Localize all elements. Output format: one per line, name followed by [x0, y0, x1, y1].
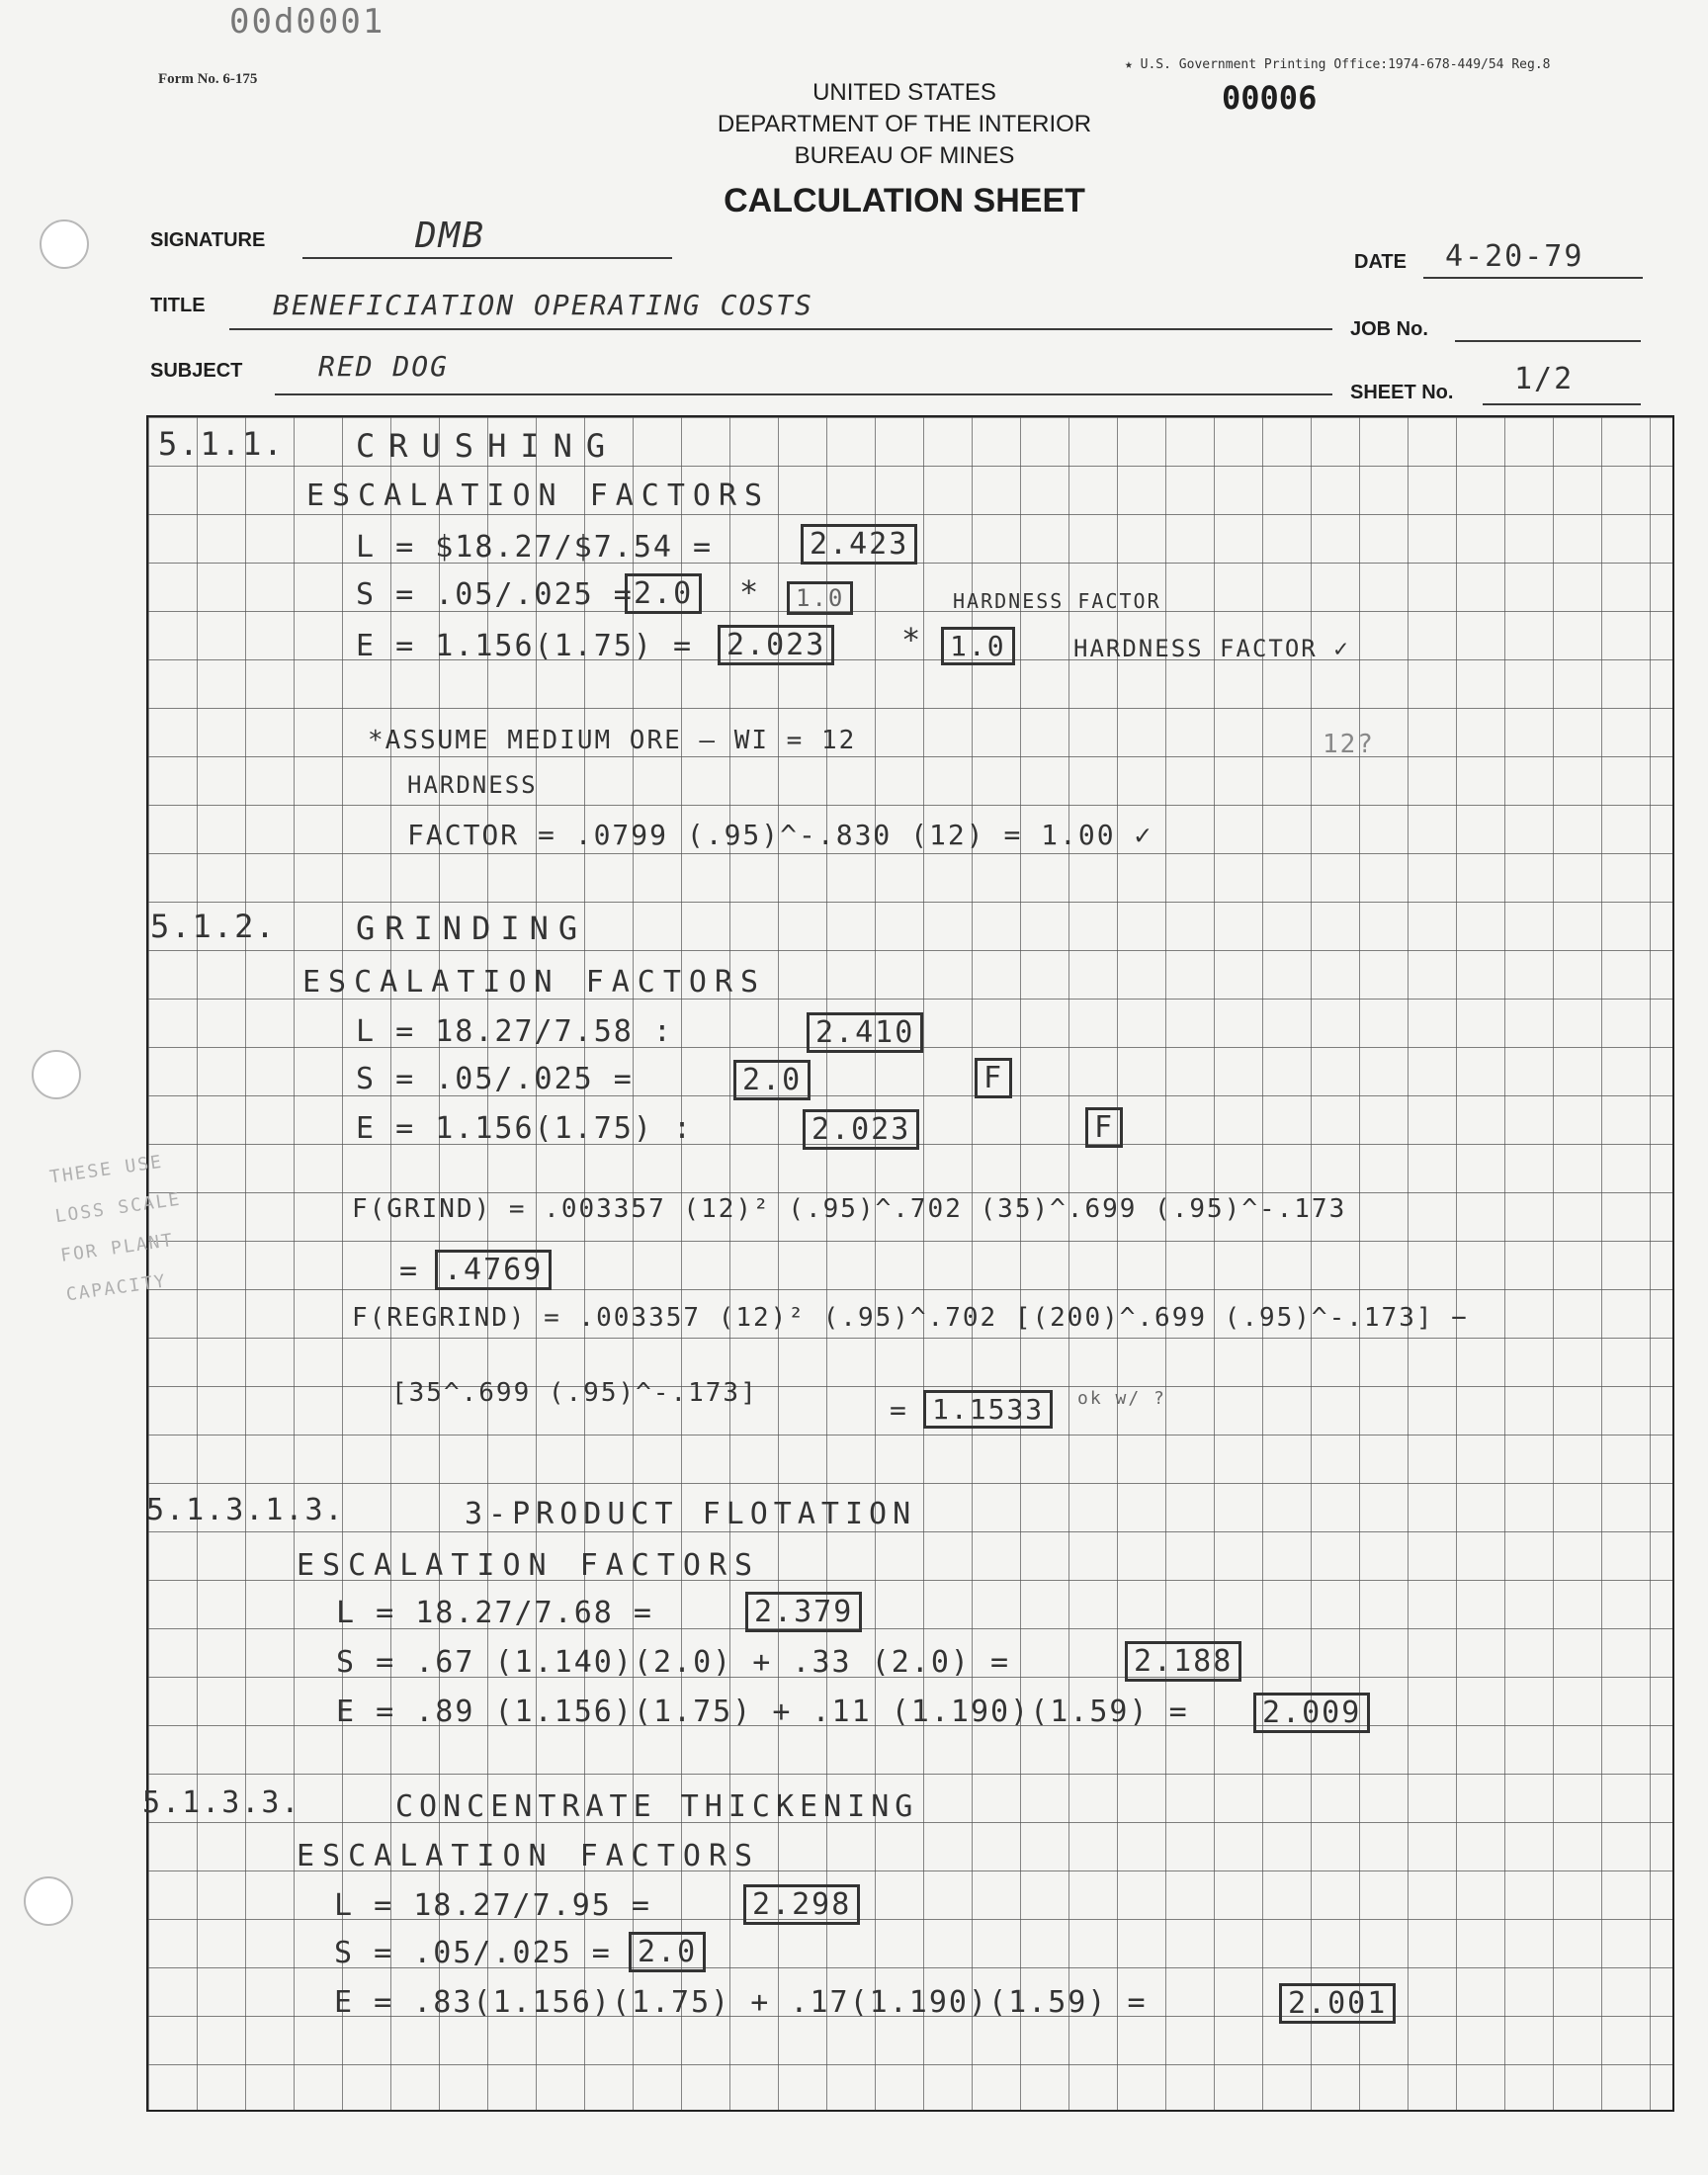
- form-number: Form No. 6-175: [158, 71, 258, 87]
- s512-E-result: 2.023: [803, 1109, 919, 1150]
- s5133a-E-eq: E = .89 (1.156)(1.75) + .11 (1.190)(1.59) =: [336, 1695, 1189, 1729]
- s511-hardness-label: HARDNESS: [407, 771, 538, 799]
- dept-line-3: BUREAU OF MINES: [794, 142, 1015, 169]
- date-label: DATE: [1354, 251, 1407, 273]
- sheet-line: [1483, 403, 1641, 405]
- s512-S-result: 2.0: [733, 1060, 811, 1100]
- s512-fregrind-result: 1.1533: [923, 1390, 1053, 1429]
- sheet-value: 1/2: [1514, 362, 1575, 396]
- s511-S-result: 2.0: [625, 573, 702, 614]
- s5133a-title: 3-PRODUCT FLOTATION: [465, 1497, 917, 1531]
- s511-factor-eq: FACTOR = .0799 (.95)^-.830 (12) = 1.00 ✓: [407, 819, 1153, 851]
- s5133a-esc-header: ESCALATION FACTORS: [297, 1548, 761, 1583]
- s512-fgrind-result: .4769: [435, 1250, 552, 1290]
- s511-E-eq: E = 1.156(1.75) =: [356, 629, 694, 663]
- s5133a-number: 5.1.3.1.3.: [146, 1493, 345, 1527]
- s511-number: 5.1.1.: [158, 425, 285, 463]
- s512-L-eq: L = 18.27/7.58 :: [356, 1014, 673, 1049]
- binder-hole-bottom: [24, 1876, 73, 1926]
- s512-S-factor: F: [975, 1058, 1012, 1098]
- s512-E-factor: F: [1085, 1107, 1123, 1148]
- s5133b-number: 5.1.3.3.: [142, 1785, 301, 1820]
- binder-hole-top: [40, 219, 89, 269]
- s512-E-eq: E = 1.156(1.75) :: [356, 1111, 694, 1146]
- s511-L-result: 2.423: [801, 524, 917, 565]
- s512-L-result: 2.410: [807, 1012, 923, 1053]
- s511-S-note: HARDNESS FACTOR: [953, 589, 1161, 613]
- s5133b-esc-header: ESCALATION FACTORS: [297, 1839, 761, 1873]
- s512-fregrind-eq: F(REGRIND) = .003357 (12)² (.95)^.702 [(200)^.699 (.95)^-.173] −: [352, 1303, 1469, 1333]
- s511-title: CRUSHING: [356, 427, 620, 465]
- s511-E-result-2: 1.0: [941, 627, 1015, 665]
- s5133b-E-result: 2.001: [1279, 1983, 1396, 2024]
- s511-E-result: 2.023: [718, 625, 834, 665]
- s511-assume-side: 12?: [1323, 730, 1375, 759]
- s511-S-mult: *: [739, 573, 761, 611]
- job-line: [1455, 340, 1641, 342]
- date-line: [1423, 277, 1643, 279]
- s512-fregrind-line2: [35^.699 (.95)^-.173]: [391, 1378, 758, 1408]
- dept-line-2: DEPARTMENT OF THE INTERIOR: [717, 111, 1092, 137]
- s512-number: 5.1.2.: [150, 908, 277, 945]
- s512-title: GRINDING: [356, 910, 588, 947]
- s511-L-eq: L = $18.27/$7.54 =: [356, 530, 714, 565]
- s511-esc-header: ESCALATION FACTORS: [306, 478, 771, 513]
- s511-S-result-2: 1.0: [787, 581, 853, 615]
- s5133b-L-result: 2.298: [743, 1884, 860, 1925]
- subject-value: RED DOG: [318, 350, 450, 383]
- s512-fregrind-equals: =: [890, 1394, 908, 1427]
- s512-fgrind-equals: =: [399, 1254, 420, 1288]
- title-value: BENEFICIATION OPERATING COSTS: [273, 289, 813, 321]
- sheet-label: SHEET No.: [1350, 382, 1454, 403]
- subject-line: [275, 393, 1332, 395]
- s512-fregrind-note: ok w/ ?: [1077, 1388, 1166, 1409]
- s512-esc-header: ESCALATION FACTORS: [302, 965, 767, 1000]
- subject-label: SUBJECT: [150, 360, 243, 382]
- signature-label: SIGNATURE: [150, 229, 266, 251]
- binder-hole-middle: [32, 1050, 81, 1099]
- margin-note: THESE USE LOSS SCALE FOR PLANT CAPACITY: [47, 1151, 183, 1306]
- s5133b-E-eq: E = .83(1.156)(1.75) + .17(1.190)(1.59) =: [334, 1985, 1148, 2020]
- s5133b-S-eq: S = .05/.025 =: [334, 1936, 612, 1970]
- s5133b-title: CONCENTRATE THICKENING: [395, 1789, 919, 1824]
- s511-assume: *ASSUME MEDIUM ORE — WI = 12: [368, 726, 857, 755]
- signature-value: DMB: [415, 216, 486, 256]
- serial-number: 00006: [1222, 79, 1318, 117]
- s5133a-S-result: 2.188: [1125, 1641, 1241, 1682]
- title-line: [229, 328, 1332, 330]
- s5133a-L-result: 2.379: [745, 1592, 862, 1632]
- s5133b-L-eq: L = 18.27/7.95 =: [334, 1888, 651, 1923]
- signature-line: [302, 257, 672, 259]
- title-label: TITLE: [150, 295, 206, 316]
- job-label: JOB No.: [1350, 318, 1428, 340]
- dept-line-1: UNITED STATES: [812, 79, 996, 106]
- s511-E-note: HARDNESS FACTOR ✓: [1073, 635, 1350, 662]
- s512-fgrind-eq: F(GRIND) = .003357 (12)² (.95)^.702 (35)^.699 (.95)^-.173: [352, 1194, 1347, 1224]
- sheet-title: CALCULATION SHEET: [724, 182, 1085, 219]
- date-value: 4-20-79: [1445, 239, 1584, 274]
- s511-S-eq: S = .05/.025 =: [356, 577, 634, 612]
- gpo-line: ★ U.S. Government Printing Office:1974-678-449/54 Reg.8: [1125, 57, 1551, 72]
- s5133b-S-result: 2.0: [629, 1932, 706, 1972]
- s5133a-E-result: 2.009: [1253, 1693, 1370, 1733]
- s511-E-mult: *: [901, 621, 923, 658]
- stamp-number: 00d0001: [229, 2, 385, 42]
- s512-S-eq: S = .05/.025 =: [356, 1062, 634, 1096]
- s5133a-L-eq: L = 18.27/7.68 =: [336, 1596, 653, 1630]
- s5133a-S-eq: S = .67 (1.140)(2.0) + .33 (2.0) =: [336, 1645, 1011, 1680]
